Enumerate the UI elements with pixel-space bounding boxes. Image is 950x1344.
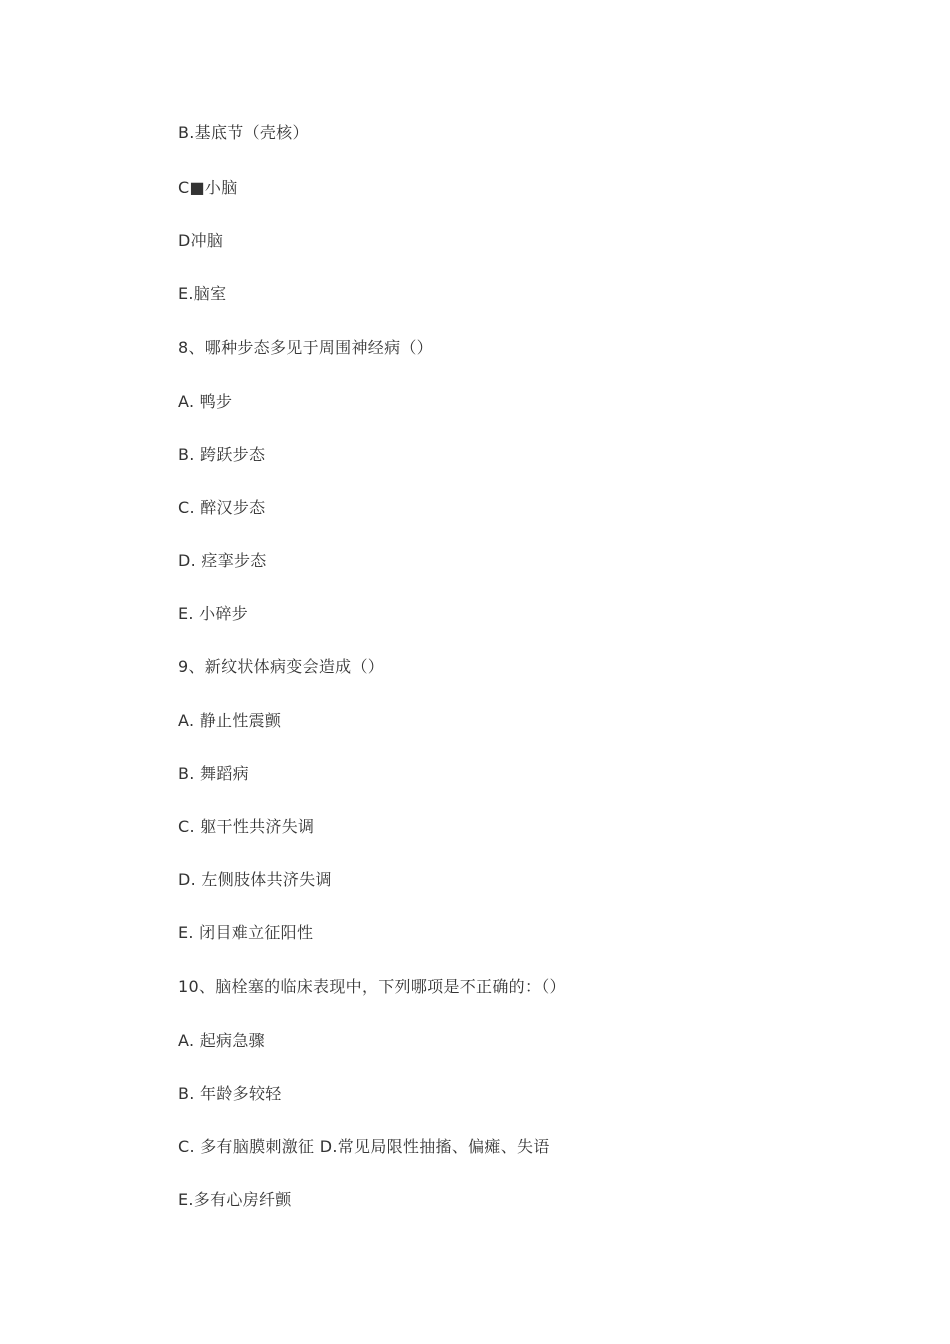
q8-option-c: C. 醉汉步态 xyxy=(178,498,266,517)
q9-option-e: E. 闭目难立征阳性 xyxy=(178,923,314,942)
option-c-cerebellum: C■小脑 xyxy=(178,178,238,197)
q8-option-d: D. 痉挛步态 xyxy=(178,551,267,570)
q8-option-a: A. 鸭步 xyxy=(178,392,233,411)
q9-option-a: A. 静止性震颤 xyxy=(178,711,282,730)
question-9: 9、新纹状体病变会造成（） xyxy=(178,657,385,676)
q8-option-b: B. 跨跃步态 xyxy=(178,445,266,464)
q9-option-b: B. 舞蹈病 xyxy=(178,764,249,783)
q10-option-e: E.多有心房纤颤 xyxy=(178,1190,292,1209)
q10-option-c-d: C. 多有脑膜刺激征 D.常见局限性抽搐、偏瘫、失语 xyxy=(178,1137,550,1156)
option-b-basal-ganglia: B.基底节（壳核） xyxy=(178,123,309,142)
option-e-ventricle: E.脑室 xyxy=(178,284,227,303)
q9-option-d: D. 左侧肢体共济失调 xyxy=(178,870,332,889)
q9-option-c: C. 躯干性共济失调 xyxy=(178,817,315,836)
question-8: 8、哪种步态多见于周围神经病（） xyxy=(178,338,433,357)
question-10: 10、脑栓塞的临床表现中，下列哪项是不正确的：（） xyxy=(178,977,566,996)
q8-option-e: E. 小碎步 xyxy=(178,604,249,623)
q10-option-a: A. 起病急骤 xyxy=(178,1031,265,1050)
q10-option-b: B. 年龄多较轻 xyxy=(178,1084,282,1103)
option-d: D冲脑 xyxy=(178,231,224,250)
